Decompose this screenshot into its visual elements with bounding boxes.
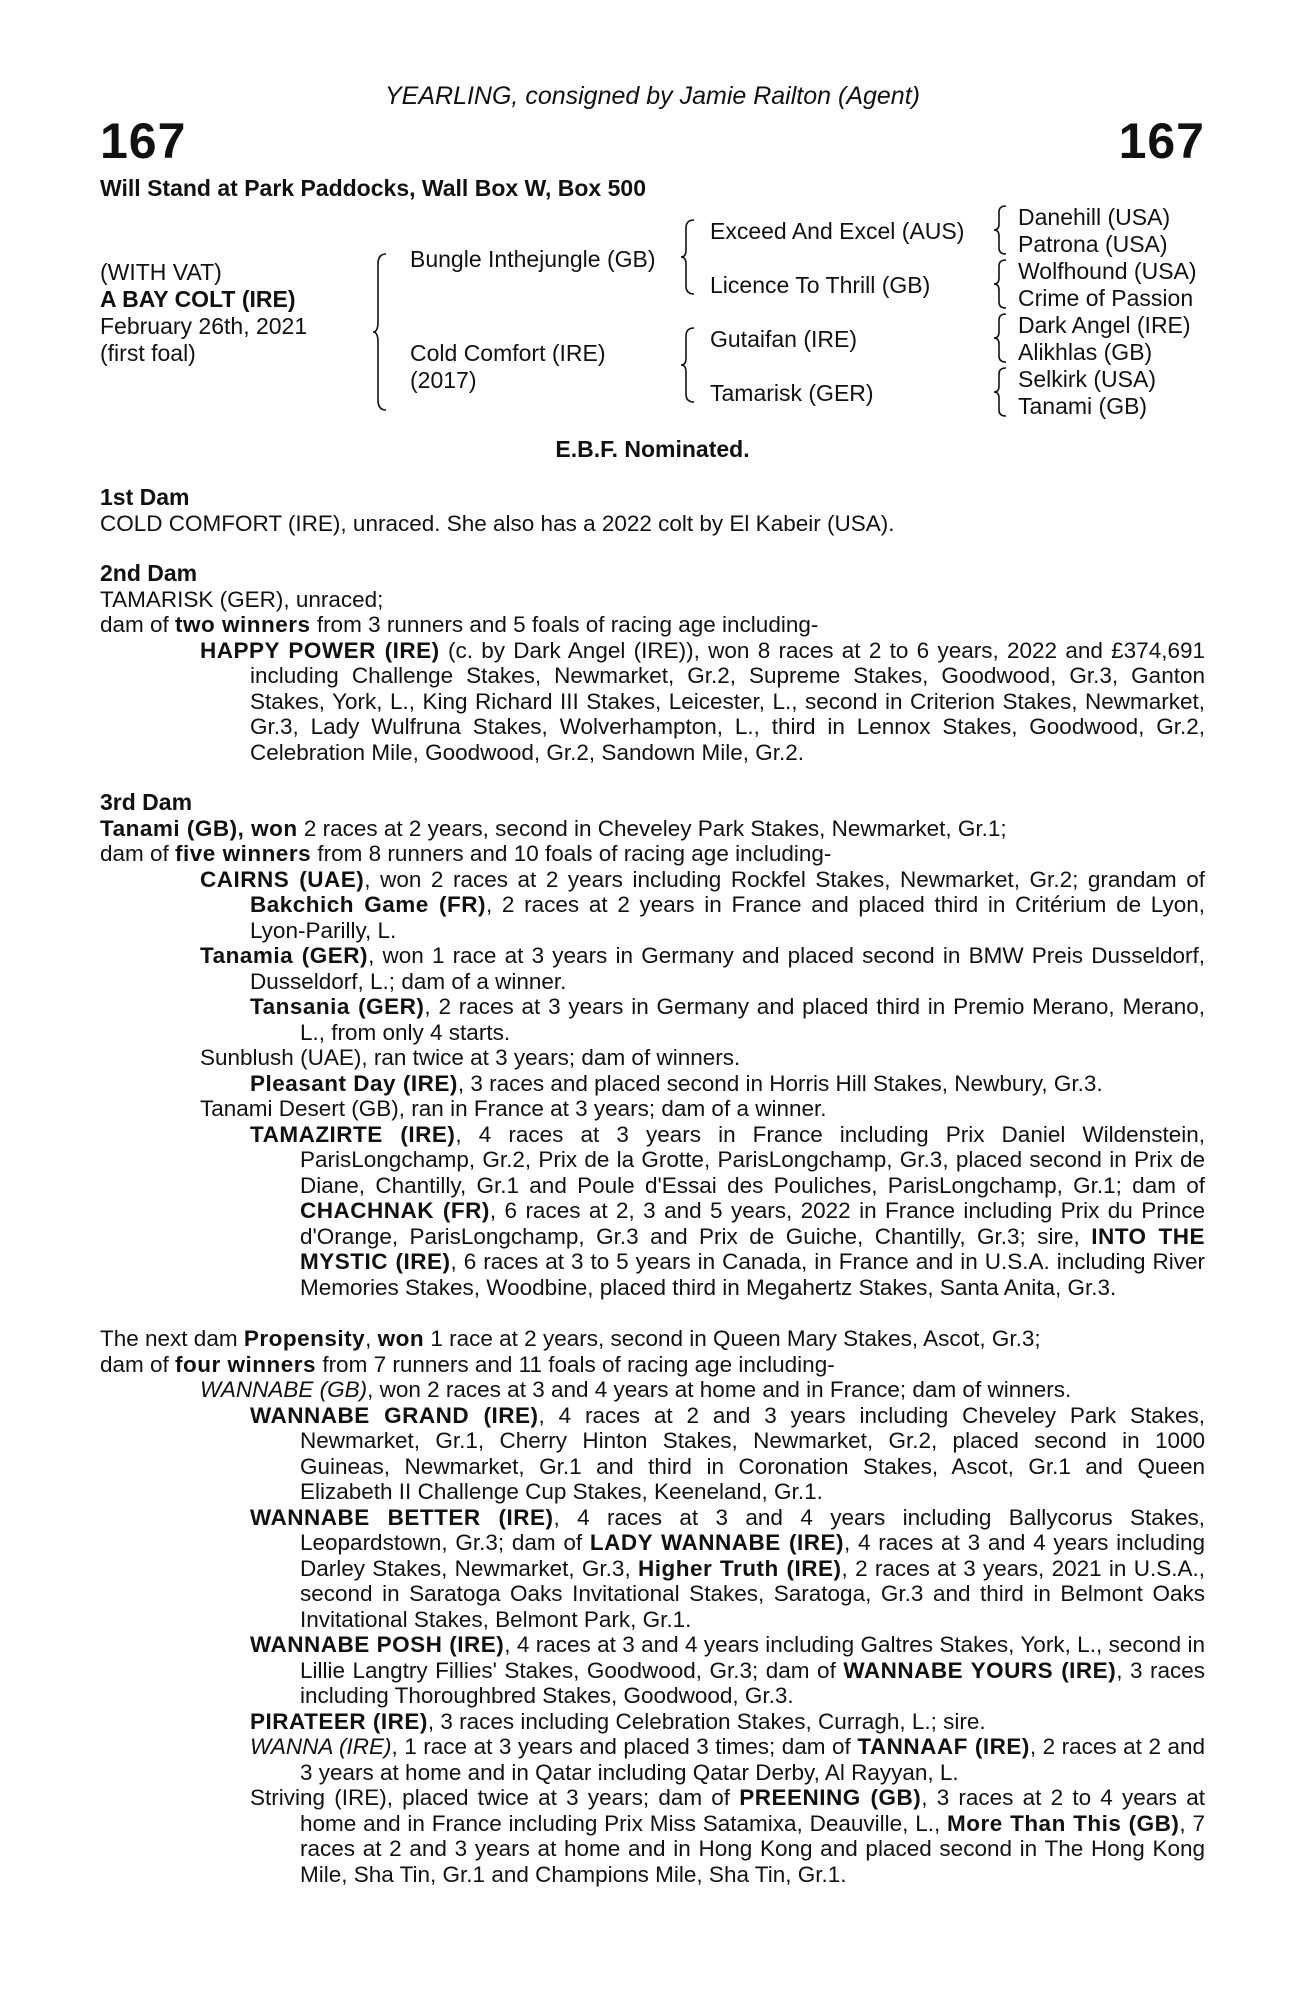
pedigree-bracket [993,258,1009,310]
entry-wannabe-grand: WANNABE GRAND (IRE), 4 races at 2 and 3 years including Cheveley Park Stakes, Newmarket, Gr.1, Cherry Hinton Stakes, Newmarket, Gr.2, placed second in 1000 Guineas, Newmarket, Gr.1 and third in Coronation Stakes, Ascot, Gr.1 and Queen Elizabeth II Challenge Cup Stakes, Keeneland, Gr.1. [250,1402,1205,1504]
horse-note: (first foal) [100,340,196,366]
pedigree-bracket [993,312,1009,364]
dam-sire: Gutaifan (IRE) [710,326,857,352]
second-dam-line2: dam of two winners from 3 runners and 5 foals of racing age including- [100,612,819,637]
third-dam-line2: dam of five winners from 8 runners and 10 foals of racing age including- [100,841,832,866]
third-dam-line1: Tanami (GB), won 2 races at 2 years, second in Cheveley Park Stakes, Newmarket, Gr.1; [100,815,1007,841]
stand-location: Will Stand at Park Paddocks, Wall Box W, Box 500 [100,175,646,201]
pedigree-bracket [372,252,390,412]
first-dam-heading: 1st Dam [100,484,190,510]
entry-happy-power: HAPPY POWER (IRE) (c. by Dark Angel (IRE)), won 8 races at 2 to 6 years, 2022 and £374,691 including Challenge Stakes, Newmarket, Gr.2, Supreme Stakes, Goodwood, Gr.3, Ganton Stakes, York, L., King Richard III Stakes, Leicester, L., second in Criterion Stakes, Newmarket, Gr.3, Lady Wulfruna Stakes, Wolverhampton, L., third in Lennox Stakes, Goodwood, Gr.2, Celebration Mile, Goodwood, Gr.2, Sandown Mile, Gr.2. [200,637,1206,765]
sire-name: Bungle Inthejungle (GB) [410,246,656,272]
gg-sire-2: Wolfhound (USA) [1018,258,1197,284]
pedigree-bracket [993,204,1009,256]
gg-dam-4: Tanami (GB) [1018,393,1148,419]
horse-foaled: February 26th, 2021 [100,313,308,339]
entry-tansania: Tansania (GER), 2 races at 3 years in Germany and placed third in Premio Merano, Merano, L., from only 4 starts. [250,994,1205,1045]
first-dam-text: COLD COMFORT (IRE), unraced. She also has a 2022 colt by El Kabeir (USA). [100,510,895,536]
sire-sire: Exceed And Excel (AUS) [710,218,965,244]
entry-wannabe-better: WANNABE BETTER (IRE), 4 races at 3 and 4 years including Ballycorus Stakes, Leopardstown, Gr.3; dam of LADY WANNABE (IRE), 4 races at 3 and 4 years including Darley Stakes, Newmarket, Gr.3, Higher Truth (IRE), 2 races at 3 years, 2021 in U.S.A., second in Saratoga Oaks Invitational Stakes, Saratoga, Gr.3 and third in Belmont Oaks Invitational Stakes, Belmont Park, Gr.1. [250,1504,1205,1632]
entry-striving: Striving (IRE), placed twice at 3 years; dam of PREENING (GB), 3 races at 2 to 4 years at home and in France including Prix Miss Satamixa, Deauville, L., More Than This (GB), 7 races at 2 and 3 years at home and in Hong Kong and placed second in The Hong Kong Mile, Sha Tin, Gr.1 and Champions Mile, Sha Tin, Gr.1. [250,1785,1205,1887]
entry-wanna: WANNA (IRE), 1 race at 3 years and placed 3 times; dam of TANNAAF (IRE), 2 races at 2 and 3 years at home and in Qatar including Qatar Derby, Al Rayyan, L. [250,1734,1206,1785]
entry-sunblush: Sunblush (UAE), ran twice at 3 years; dam of winners. [200,1045,741,1070]
next-dam-line2: dam of four winners from 7 runners and 11 foals of racing age including- [100,1351,835,1377]
dam-year: (2017) [410,367,477,393]
dam-dam: Tamarisk (GER) [710,380,874,406]
second-dam-heading: 2nd Dam [100,560,198,586]
next-dam-line1: The next dam Propensity, won 1 race at 2 years, second in Queen Mary Stakes, Ascot, Gr.3; [100,1326,1041,1351]
pedigree-bracket [993,366,1009,418]
catalogue-body [100,485,1205,1887]
lot-number-right: 167 [1118,113,1205,169]
pedigree-bracket [680,218,698,296]
consigner-line: YEARLING, consigned by Jamie Railton (Agent) [385,82,920,110]
gg-sire-4: Selkirk (USA) [1018,366,1157,392]
entry-tanamia: Tanamia (GER), won 1 race at 3 years in Germany and placed second in BMW Preis Dusseldorf, Dusseldorf, L.; dam of a winner. [200,943,1206,994]
gg-sire-1: Danehill (USA) [1018,204,1171,230]
gg-dam-1: Patrona (USA) [1018,231,1168,257]
entry-pleasant-day: Pleasant Day (IRE), 3 races and placed second in Horris Hill Stakes, Newbury, Gr.3. [250,1070,1103,1096]
gg-dam-3: Alikhlas (GB) [1018,339,1153,365]
entry-wannabe: WANNABE (GB), won 2 races at 3 and 4 years at home and in France; dam of winners. [200,1377,1072,1402]
entry-tamazirte: TAMAZIRTE (IRE), 4 races at 3 years in France including Prix Daniel Wildenstein, ParisLongchamp, Gr.2, Prix de la Grotte, ParisLongchamp, Gr.3, placed second in Prix de Diane, Chantilly, Gr.1 and Poule d'Essai des Pouliches, ParisLongchamp, Gr.1; dam of CHACHNAK (FR), 6 races at 2, 3 and 5 years, 2022 in France including Prix du Prince d'Orange, ParisLongchamp, Gr.3 and Prix de Guiche, Chantilly, Gr.3; sire, INTO THE MYSTIC (IRE), 6 races at 3 to 5 years in Canada, in France and in U.S.A. including River Memories Stakes, Woodbine, placed third in Megahertz Stakes, Santa Anita, Gr.3. [250,1121,1206,1300]
entry-cairns: CAIRNS (UAE), won 2 races at 2 years including Rockfel Stakes, Newmarket, Gr.2; grandam of Bakchich Game (FR), 2 races at 2 years in France and placed third in Critérium de Lyon, Lyon-Parilly, L. [200,866,1206,943]
third-dam-heading: 3rd Dam [100,789,193,815]
entry-tanami-desert: Tanami Desert (GB), ran in France at 3 years; dam of a winner. [200,1096,827,1121]
gg-sire-3: Dark Angel (IRE) [1018,312,1191,338]
horse-name: A BAY COLT (IRE) [100,286,296,312]
sire-dam: Licence To Thrill (GB) [710,272,931,298]
pedigree-bracket [680,326,698,404]
ebf-nomination: E.B.F. Nominated. [555,436,750,462]
catalogue-page [100,0,1205,2000]
lot-number-left: 167 [100,113,187,169]
dam-name: Cold Comfort (IRE) [410,340,606,366]
entry-wannabe-posh: WANNABE POSH (IRE), 4 races at 3 and 4 years including Galtres Stakes, York, L., second in Lillie Langtry Fillies' Stakes, Goodwood, Gr.3; dam of WANNABE YOURS (IRE), 3 races including Thoroughbred Stakes, Goodwood, Gr.3. [250,1632,1205,1708]
gg-dam-2: Crime of Passion [1018,285,1194,311]
vat-note: (WITH VAT) [100,259,222,285]
entry-pirateer: PIRATEER (IRE), 3 races including Celebration Stakes, Curragh, L.; sire. [250,1708,986,1734]
second-dam-line1: TAMARISK (GER), unraced; [100,586,384,612]
